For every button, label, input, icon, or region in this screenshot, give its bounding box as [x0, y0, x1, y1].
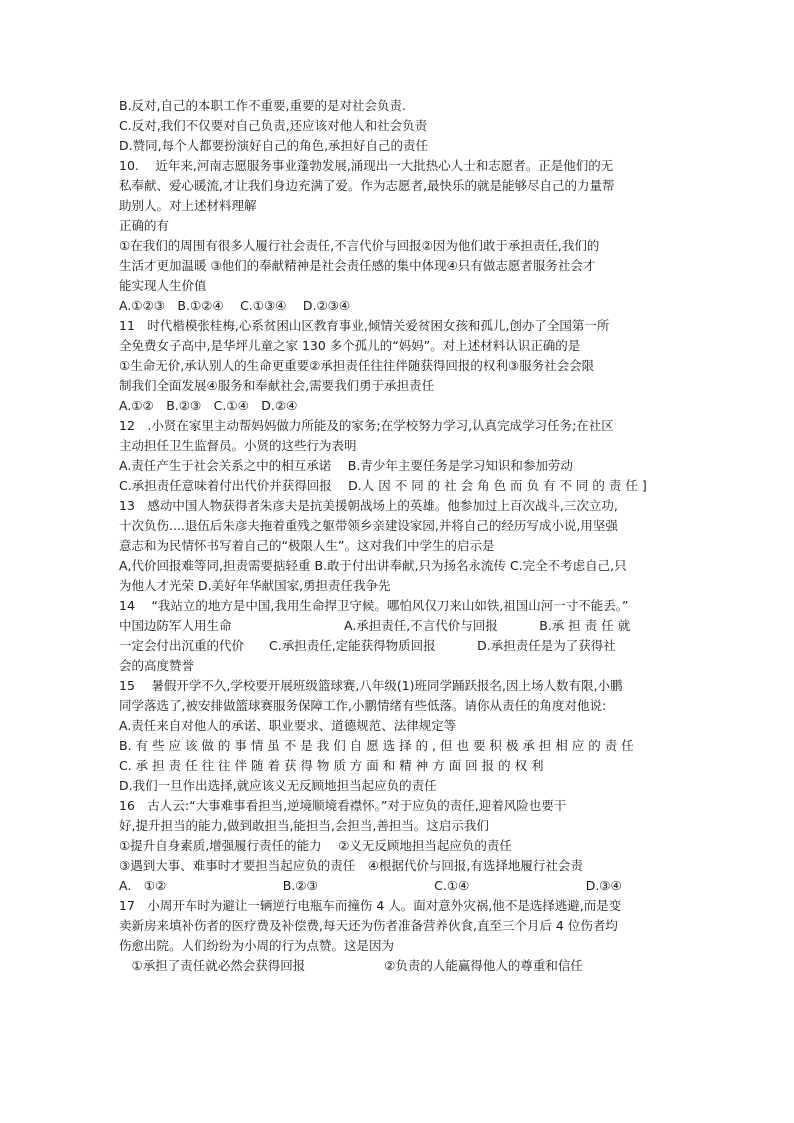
question-16: 16 古人云:“大事难事看担当,逆境顺境看襟怀。”对于应负的责任,迎着风险也要干	[119, 798, 567, 813]
text-line: 会的高度赞誉	[119, 658, 195, 673]
text-line: 好,提升担当的能力,做到敢担当,能担当,会担当,善担当。这启示我们	[119, 818, 489, 833]
text-line: ③遇到大事、难事时才要担当起应负的责任 ④根据代价与回报,有选择地履行社会责	[119, 858, 583, 873]
text-line: ①生命无价,承认别人的生命更重要②承担责任往往伴随获得回报的权利③服务社会会限	[119, 358, 595, 373]
text-line: D.赞同,每个人都要扮演好自己的角色,承担好自己的责任	[119, 138, 429, 153]
text-line: B.反对,自己的本职工作不重要,重要的是对社会负责.	[119, 98, 406, 113]
answer-options: A.①②③ B.①②④ C.①③④ D.②③④	[119, 298, 351, 313]
text-line: 正确的有	[119, 218, 170, 233]
question-14: 14 “我站立的地方是中国,我用生命捍卫守候。哪怕风仅刀来山如铁,祖国山河一寸不能丢。”	[119, 598, 629, 613]
text-line: ①在我们的周围有很多人履行社会责任,不言代价与回报②因为他们敢于承担责任,我们的	[119, 238, 600, 253]
answer-options: A.责任产生于社会关系之中的相互承诺 B.青少年主要任务是学习知识和参加劳动	[119, 458, 573, 473]
answer-options: A,代价回报难等同,担责需要掂轻重 B.敢于付出讲奉献,只为扬名永流传 C.完全不考虑自己,只	[119, 558, 627, 573]
text-line: 私奉献、爱心暖流,才让我们身边充满了爱。作为志愿者,最快乐的就是能够尽自己的力量帮	[119, 178, 615, 193]
question-11: 11 时代楷模张桂梅,心系贫困山区教育事业,倾情关爱贫困女孩和孤儿,创办了全国第一所	[119, 318, 610, 333]
question-12: 12 .小贤在家里主动帮妈妈做力所能及的家务;在学校努力学习,认真完成学习任务;在社区	[119, 418, 614, 433]
answer-option-c: C. 承 担 责 任 往 往 伴 随 着 获 得 物 质 方 面 和 精 神 方 面 回 报 的 权 利	[119, 758, 544, 773]
text-line: ①承担了责任就必然会获得回报 ②负责的人能赢得他人的尊重和信任	[119, 958, 583, 973]
text-line: 能实现人生价值	[119, 278, 207, 293]
text-line: C.反对,我们不仅要对自己负责,还应该对他人和社会负责	[119, 118, 428, 133]
text-line: 生活才更加温暖 ③他们的奉献精神是社会责任感的集中体现④只有做志愿者服务社会才	[119, 258, 596, 273]
text-line: 卖新房来填补伤者的医疗费及补偿费,每天还为伤者准备营养伙食,直至三个月后 4 位伤者均	[119, 918, 618, 933]
text-line: 同学落选了,被安排做篮球赛服务保障工作,小鹏情绪有些低落。请你从责任的角度对他说:	[119, 698, 607, 713]
question-13: 13 感动中国人物获得者朱彦夫是抗美援朝战场上的英雄。他参加过上百次战斗,三次立功,	[119, 498, 618, 513]
text-line: 助别人。对上述材料理解	[119, 198, 257, 213]
text-line: ①提升自身素质,增强履行责任的能力 ②义无反顾地担当起应负的责任	[119, 838, 512, 853]
document-page	[119, 96, 685, 976]
text-line: 意志和为民情怀书写着自己的“极限人生”。这对我们中学生的启示是	[119, 538, 495, 553]
answer-option-d: D.我们一旦作出选择,就应该义无反顾地担当起应负的责任	[119, 778, 437, 793]
answer-options: C.承担责任意味着付出代价并获得回报 D.人 因 不 同 的 社 会 角 色 而 负 有 不 同 的 责 任 ]	[119, 478, 647, 493]
answer-options: 为他人才光荣 D.美好年华献国家,勇担责任我争先	[119, 578, 391, 593]
answer-option-a: A.责任来自对他人的承诺、职业要求、道德规范、法律规定等	[119, 718, 457, 733]
text-line: 主动担任卫生监督员。小贤的这些行为表明	[119, 438, 357, 453]
answer-options: 中国边防军人用生命 A.承担责任,不言代价与回报 B.承 担 责 任 就	[119, 618, 631, 633]
answer-options: 一定会付出沉重的代价 C.承担责任,定能获得物质回报 D.承担责任是为了获得社	[119, 638, 616, 653]
answer-options: A.①② B.②③ C.①④ D.②④	[119, 398, 298, 413]
text-line: 十次负伤....退伍后朱彦夫拖着重残之躯带领乡亲建设家园,并将自己的经历写成小说,用坚强	[119, 518, 618, 533]
answer-options: A. ①② B.②③ C.①④ D.③④	[119, 878, 622, 893]
question-10: 10. 近年来,河南志愿服务事业蓬勃发展,涌现出一大批热心人士和志愿者。正是他们的无	[119, 158, 614, 173]
question-15: 15 暑假开学不久,学校要开展班级篮球赛,八年级(1)班同学踊跃报名,因上场人数有限,小鹏	[119, 678, 623, 693]
text-line: 全免费女子高中,是华坪儿童之家 130 多个孤儿的“妈妈”。对上述材料认识正确的是	[119, 338, 581, 353]
text-line: 制我们全面发展④服务和奉献社会,需要我们勇于承担责任	[119, 378, 435, 393]
answer-option-b: B. 有 些 应 该 做 的 事 情 虽 不 是 我 们 自 愿 选 择 的 , 但 也 要 积 极 承 担 相 应 的 责 任	[119, 738, 634, 753]
text-line: 伤愈出院。人们纷纷为小周的行为点赞。这是因为	[119, 938, 395, 953]
question-17: 17 小周开车时为避让一辆逆行电瓶车而撞伤 4 人。面对意外灾祸,他不是选择逃避,而是变	[119, 898, 622, 913]
